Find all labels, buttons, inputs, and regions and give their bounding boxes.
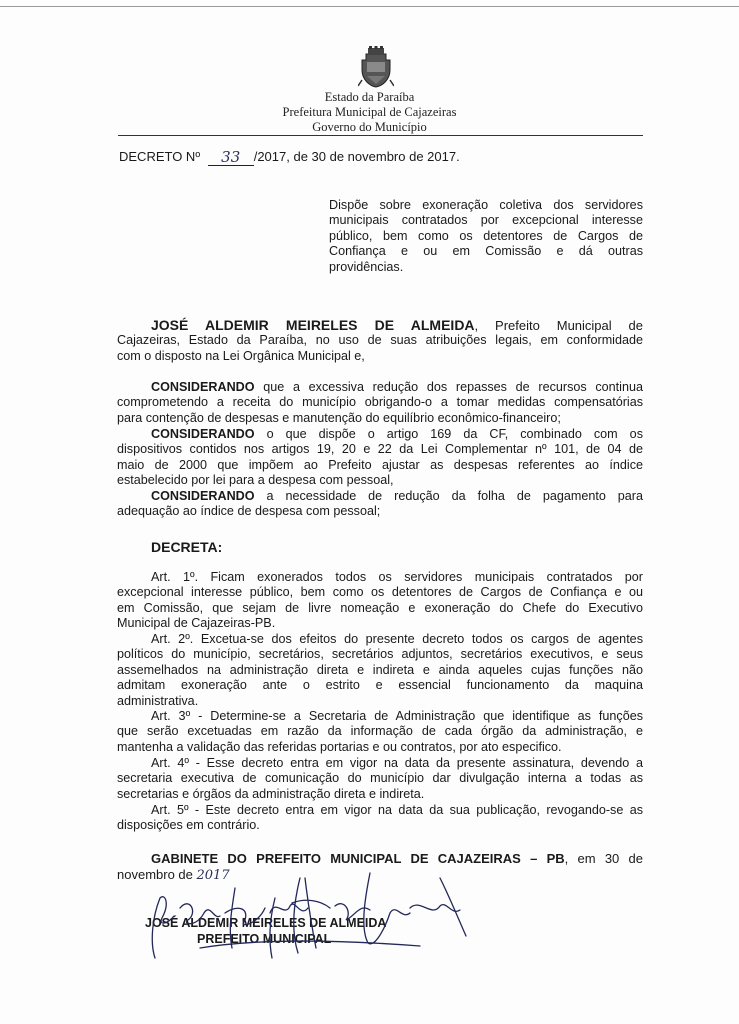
decree-suffix: /2017, de 30 de novembro de 2017. [253, 149, 460, 164]
mayor-name: JOSÉ ALDEMIR MEIRELES DE ALMEIDA [151, 317, 475, 333]
article-1: Art. 1º. Ficam exonerados todos os servidores municipais contratados por excepcional interesse público, bem como os detentores de Cargos de Confiança e ou em Comissão, que sejam de livre nomeação e exoneração do Chefe do Executivo Municipal de Cajazeiras-PB. [117, 570, 643, 631]
summary-line: providências. [329, 259, 404, 274]
decreta-heading: DECRETA: [151, 539, 223, 555]
considerando-2: CONSIDERANDO o que dispõe o artigo 169 da CF, combinado com os dispositivos contidos nos artigos 19, 20 e 22 da Lei Complementar nº 101, de 04 de maio de 2000 que impõem ao Prefeito ajustar as despesas referentes ao índice estabelecido por lei para a despesa com pessoal, [117, 427, 643, 488]
scan-edge-line [0, 6, 739, 7]
signatory-title: PREFEITO MUNICIPAL [197, 932, 332, 946]
letterhead-rule [118, 135, 643, 136]
article-5: Art. 5º - Este decreto entra em vigor na data da sua publicação, revogando-se as disposições em contrário. [117, 803, 643, 833]
closing-place: GABINETE DO PREFEITO MUNICIPAL DE CAJAZEIRAS – PB [151, 851, 565, 866]
summary-line: municipais contratados por excepcional interesse [329, 213, 643, 228]
summary-line: público, bem como os detentores de Cargos de [329, 228, 643, 243]
coat-of-arms-icon [358, 46, 394, 88]
closing: GABINETE DO PREFEITO MUNICIPAL DE CAJAZEIRAS – PB, em 30 de novembro de 2017 [117, 851, 643, 883]
preamble: JOSÉ ALDEMIR MEIRELES DE ALMEIDA, Prefeito Municipal de Cajazeiras, Estado da Paraíba, no uso de suas atribuições legais, em conformidade com o disposto na Lei Orgânica Municipal e, [117, 317, 643, 363]
decree-title [119, 149, 460, 165]
article-4: Art. 4º - Esse decreto entra em vigor na data da presente assinatura, devendo a secretaria executiva de comunicação do município dar divulgação interna a todas as secretarias e órgãos da administração direta e indireta. [117, 756, 643, 801]
considerando-1: CONSIDERANDO que a excessiva redução dos repasses de recursos continua comprometendo a receita do município obrigando-o a tomar medidas compensatórias para contenção de despesas e manutenção do equilíbrio econômico-financeiro; [117, 380, 643, 425]
decree-prefix: DECRETO Nº [119, 149, 201, 164]
summary-line: Dispõe sobre exoneração coletiva dos servidores [329, 198, 643, 212]
letterhead-dept: Governo do Município [312, 120, 427, 134]
handwritten-signature-icon [140, 858, 470, 968]
closing-year: 2017 [196, 868, 230, 883]
considerando-3: CONSIDERANDO a necessidade de redução da folha de pagamento para adequação ao índice de despesa com pessoal; [117, 489, 643, 519]
decree-summary [329, 198, 643, 275]
signatory-name: JOSÉ ALDEMIR MEIRELES DE ALMEIDA [145, 916, 387, 930]
letterhead-state: Estado da Paraíba [324, 90, 415, 104]
article-3: Art. 3º - Determine-se a Secretaria de Administração que identifique as funções que serão excetuadas em razão da informação de cada órgão da administração, e mantenha a validação das referidas portarias e ou contratos, por ato especifico. [117, 709, 643, 754]
decree-number-blank [208, 150, 254, 166]
summary-line: Confiança e ou em Comissão e dá outras [329, 244, 643, 259]
decree-number: 33 [221, 148, 241, 166]
article-2: Art. 2º. Excetua-se dos efeitos do presente decreto todos os cargos de agentes políticos do município, secretários, secretários adjuntos, secretários executivos, e seus assemelhados na administração direta e indireta e ainda aqueles cujas funções não admitam exoneração ante o estrito e essencial funcionamento da maquina administrativa. [117, 632, 643, 708]
letterhead-office: Prefeitura Municipal de Cajazeiras [282, 105, 457, 119]
